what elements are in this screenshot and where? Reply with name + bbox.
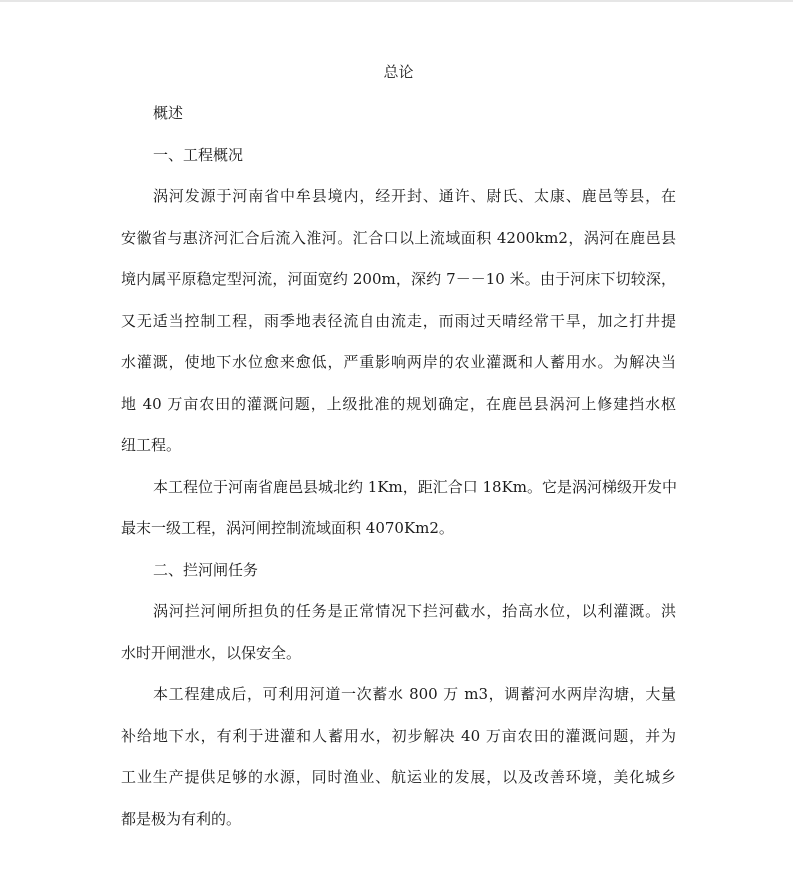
paragraph-line: 纽工程。 <box>121 436 182 454</box>
paragraph-line: 都是极为有利的。 <box>121 809 242 828</box>
paragraph-line: 安徽省与惠济河汇合后流入淮河。汇合口以上流域面积 4200km2，涡河在鹿邑县 <box>121 228 676 247</box>
document-page <box>121 52 676 840</box>
paragraph-line: 本工程位于河南省鹿邑县城北约 1Km，距汇合口 18Km。它是涡河梯级开发中 <box>153 477 678 496</box>
paragraph-line: 境内属平原稳定型河流，河面宽约 200m，深约 7－－10 米。由于河床下切较深， <box>121 270 676 288</box>
section-1-heading: 一、工程概况 <box>153 145 244 164</box>
page-top-border <box>0 0 793 2</box>
paragraph-line: 补给地下水，有利于进灌和人蓄用水，初步解决 40 万亩农田的灌溉问题，并为 <box>121 726 676 745</box>
paragraph-project-location <box>121 467 676 550</box>
paragraph-line: 涡河拦河闸所担负的任务是正常情况下拦河截水，抬高水位，以利灌溉。洪 <box>153 602 676 620</box>
paragraph-line: 涡河发源于河南省中牟县境内，经开封、通许、尉氏、太康、鹿邑等县，在 <box>153 187 676 205</box>
paragraph-gate-tasks <box>121 591 676 674</box>
section-2-heading: 二、拦河闸任务 <box>153 560 259 579</box>
paragraph-line: 水时开闸泄水，以保安全。 <box>121 643 302 662</box>
paragraph-line: 工业生产提供足够的水源，同时渔业、航运业的发展，以及改善环境，美化城乡 <box>121 768 676 786</box>
paragraph-line: 地 40 万亩农田的灌溉问题，上级批准的规划确定，在鹿邑县涡河上修建挡水枢 <box>121 394 676 413</box>
overview-heading: 概述 <box>153 104 184 122</box>
document-title: 总论 <box>383 63 414 81</box>
paragraph-benefits <box>121 674 676 840</box>
paragraph-project-overview <box>121 176 676 467</box>
paragraph-line: 又无适当控制工程，雨季地表径流自由流走，而雨过天晴经常干旱，加之打井提 <box>121 311 676 330</box>
paragraph-line: 最末一级工程，涡河闸控制流域面积 4070Km2。 <box>121 519 454 537</box>
paragraph-line: 水灌溉，使地下水位愈来愈低，严重影响两岸的农业灌溉和人蓄用水。为解决当 <box>121 353 676 371</box>
paragraph-line: 本工程建成后，可利用河道一次蓄水 800 万 m3，调蓄河水两岸沟塘，大量 <box>153 685 676 703</box>
